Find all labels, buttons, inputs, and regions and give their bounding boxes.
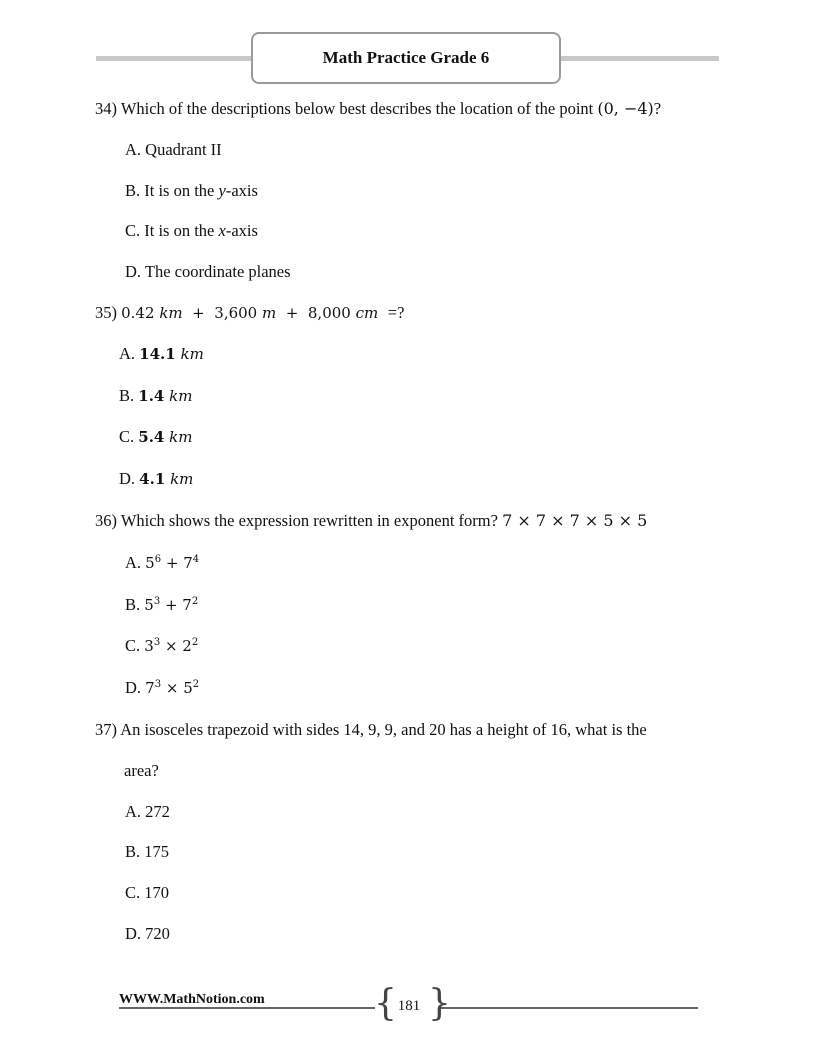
q36-a-base2: 7 <box>183 554 193 572</box>
q35-v1: 0.42 <box>121 304 155 322</box>
q36-c-letter: C. <box>125 636 141 655</box>
question-36-option-d <box>125 680 199 697</box>
q36-d-exp2: 2 <box>192 679 200 690</box>
q36-c-exp2: 2 <box>191 637 199 648</box>
option-b-suffix: -axis <box>225 181 258 200</box>
question-37-option-b: B. 175 <box>125 842 170 861</box>
header-rule-right <box>561 56 719 61</box>
q36-b-letter: B. <box>125 595 141 614</box>
q35-c-unit: km <box>169 428 193 446</box>
q35-u3: cm <box>355 304 379 322</box>
q36-a-op: + <box>161 554 184 572</box>
footer-rule-left <box>119 1007 375 1009</box>
question-34-option-c <box>125 223 258 240</box>
option-c-text: C. It is on the <box>125 221 219 240</box>
q36-d-letter: D. <box>125 678 142 697</box>
q36-d-base2: 5 <box>183 679 193 697</box>
q35-c-letter: C. <box>119 427 135 446</box>
question-36 <box>95 513 647 530</box>
q36-d-base1: 7 <box>145 679 155 697</box>
q35-b-unit: km <box>169 387 193 405</box>
page-title: Math Practice Grade 6 <box>322 48 490 67</box>
q36-b-exp2: 2 <box>191 596 199 607</box>
question-35-option-a <box>119 346 204 363</box>
question-35-option-d <box>119 471 193 488</box>
question-35-option-c <box>119 429 192 446</box>
q36-c-op: × <box>160 637 183 655</box>
header-rule-left <box>96 56 252 61</box>
q36-a-letter: A. <box>125 553 142 572</box>
q36-b-op: + <box>160 596 183 614</box>
question-36-expression: 7 × 7 × 7 × 5 × 5 <box>502 511 648 530</box>
question-36-text: 36) Which shows the expression rewritten in exponent form? <box>95 511 503 530</box>
q36-c-base1: 3 <box>144 637 154 655</box>
q36-a-base1: 5 <box>145 554 155 572</box>
question-37-option-c: C. 170 <box>125 883 170 902</box>
question-37-option-a: A. 272 <box>125 802 170 821</box>
question-35 <box>95 305 404 322</box>
q35-end: =? <box>387 303 405 322</box>
q35-v2: 3,600 <box>214 304 258 322</box>
q35-a-unit: km <box>180 345 204 363</box>
q36-d-op: × <box>161 679 184 697</box>
question-34-option-a: A. Quadrant II <box>125 140 222 159</box>
option-c-suffix: -axis <box>225 221 258 240</box>
page-number: 181 <box>397 998 421 1014</box>
question-36-option-b <box>125 597 198 614</box>
question-37-line-2: area? <box>124 761 159 780</box>
question-34-text: 34) Which of the descriptions below best describes the location of the point <box>95 99 598 118</box>
q36-c-exp1: 3 <box>153 637 161 648</box>
footer-close-bracket: } <box>428 983 451 1024</box>
question-34-option-d: D. The coordinate planes <box>125 262 291 281</box>
q35-v3: 8,000 <box>307 304 351 322</box>
question-34 <box>95 101 661 118</box>
question-37-line-1: 37) An isosceles trapezoid with sides 14, 9, 9, and 20 has a height of 16, what is the <box>95 720 647 739</box>
option-b-var: y <box>218 181 226 200</box>
question-34-option-b <box>125 183 258 200</box>
q36-c-base2: 2 <box>182 637 192 655</box>
question-35-number: 35) <box>95 303 122 322</box>
question-35-expression: 0.42 km + 3,600 m + 8,000 cm <box>121 304 379 322</box>
q36-a-exp1: 6 <box>154 554 162 565</box>
q35-a-letter: A. <box>119 344 136 363</box>
page-title-box <box>251 32 561 84</box>
q35-c-value: 5.4 <box>138 428 165 446</box>
q35-d-letter: D. <box>119 469 136 488</box>
q35-a-value: 14.1 <box>139 345 176 363</box>
footer-open-bracket: { <box>374 983 397 1024</box>
q35-b-value: 1.4 <box>138 387 165 405</box>
q36-b-base2: 7 <box>182 596 192 614</box>
question-34-point: (0, −4) <box>597 99 654 118</box>
q36-d-exp1: 3 <box>154 679 162 690</box>
q35-d-unit: km <box>170 470 194 488</box>
option-c-var: x <box>218 221 226 240</box>
question-35-option-b <box>119 388 192 405</box>
q35-u2: m <box>262 304 277 322</box>
q35-d-value: 4.1 <box>139 470 166 488</box>
question-34-mark: ? <box>653 99 662 118</box>
q35-b-letter: B. <box>119 386 135 405</box>
question-37-option-d: D. 720 <box>125 924 170 943</box>
footer-rule-right <box>440 1007 698 1009</box>
option-b-text: B. It is on the <box>125 181 219 200</box>
question-36-option-c <box>125 638 198 655</box>
footer-website: WWW.MathNotion.com <box>119 992 265 1007</box>
q36-a-exp2: 4 <box>192 554 200 565</box>
question-36-option-a <box>125 555 199 572</box>
q36-b-exp1: 3 <box>153 596 161 607</box>
q35-u1: km <box>159 304 183 322</box>
q36-b-base1: 5 <box>144 596 154 614</box>
